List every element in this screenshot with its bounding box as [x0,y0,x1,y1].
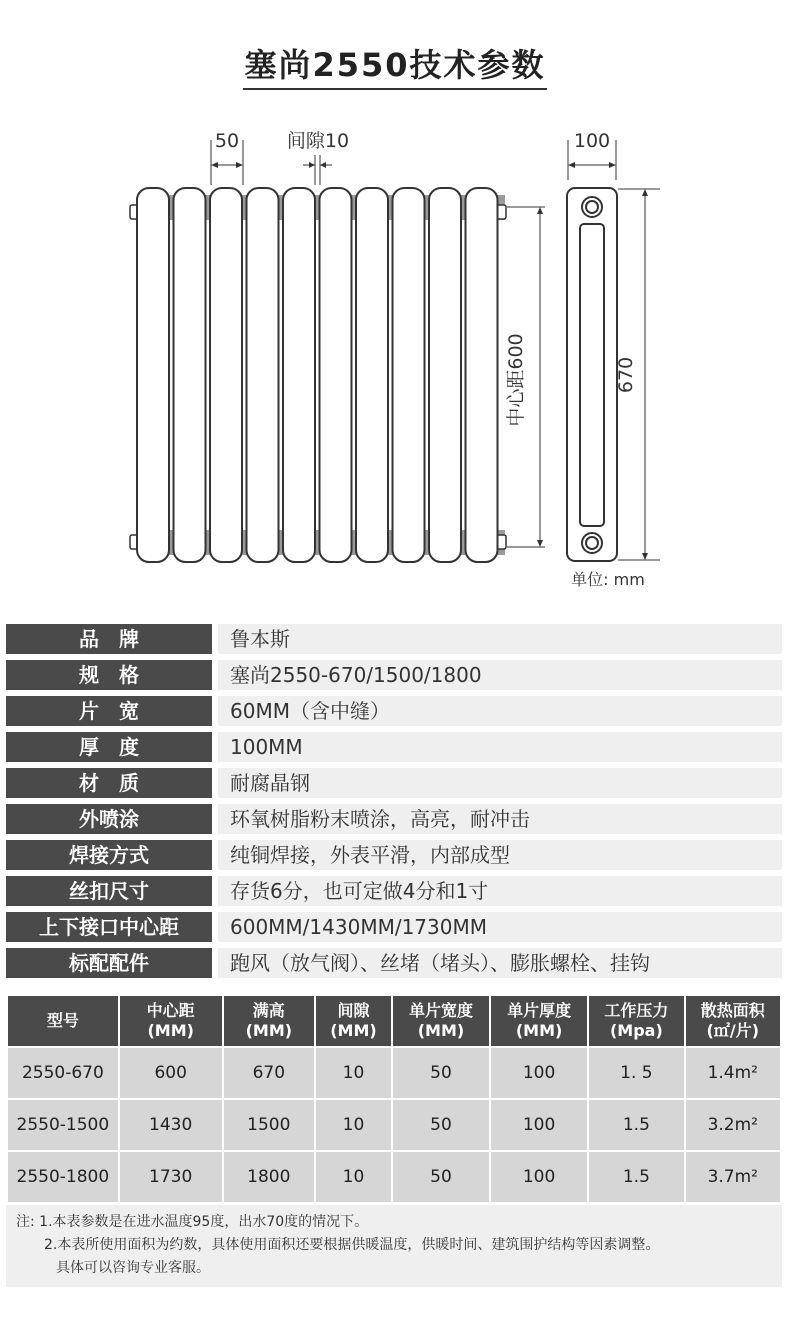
spec-value: 600MM/1430MM/1730MM [218,912,782,942]
radiator-section [137,188,169,562]
table-cell: 2550-670 [7,1047,119,1099]
spec-value: 纯铜焊接，外表平滑，内部成型 [218,840,782,870]
spec-value: 环氧树脂粉末喷涂，高亮，耐冲击 [218,804,782,834]
spec-row [6,624,782,654]
radiator-section [320,188,352,562]
radiator-section [210,188,242,562]
spec-table [6,994,782,1204]
table-cell: 10 [315,1151,392,1203]
header-line: 单片宽度 [408,1001,473,1020]
spec-value: 耐腐晶钢 [218,768,782,798]
spec-value: 鲁本斯 [218,624,782,654]
radiator-section [247,188,279,562]
spec-label: 片 宽 [6,696,212,726]
table-cell: 670 [223,1047,315,1099]
spec-value: 100MM [218,732,782,762]
spec-value: 跑风（放气阀）、丝堵（堵头）、膨胀螺栓、挂钩 [218,948,782,978]
header-line: 中心距 [146,1001,195,1020]
table-row [7,1151,781,1203]
table-cell: 2550-1800 [7,1151,119,1203]
table-header-cell [119,995,223,1047]
spec-row [6,948,782,978]
dimension-center [505,207,545,547]
table-header-cell [490,995,588,1047]
table-row [7,1047,781,1099]
note-line-3: 具体可以咨询专业客服。 [56,1260,210,1276]
dim-gap-label: 间隙10 [286,130,350,152]
table-cell: 50 [392,1151,490,1203]
radiator-section [174,188,206,562]
table-cell: 1.5 [588,1099,684,1151]
table-cell: 1500 [223,1099,315,1151]
header-line: 间隙 [337,1001,370,1020]
dim-depth-label: 100 [573,130,611,152]
spec-label: 标配配件 [6,948,212,978]
radiator-section [393,188,425,562]
table-cell: 1800 [223,1151,315,1203]
table-cell: 1. 5 [588,1047,684,1099]
spec-row [6,804,782,834]
radiator-section [466,188,498,562]
spec-value: 60MM（含中缝） [218,696,782,726]
spec-label: 焊接方式 [6,840,212,870]
header-unit: (MM) [245,1021,293,1040]
spec-row [6,660,782,690]
header-line: 工作压力 [604,1001,669,1020]
table-header-cell [223,995,315,1047]
table-cell: 50 [392,1099,490,1151]
header-unit: (Mpa) [609,1021,663,1040]
table-header-cell [392,995,490,1047]
spec-label: 规 格 [6,660,212,690]
table-cell: 600 [119,1047,223,1099]
table-cell: 1430 [119,1099,223,1151]
spec-label: 厚 度 [6,732,212,762]
dim-center-label: 中心距600 [505,333,527,427]
spec-label: 外喷涂 [6,804,212,834]
table-row [7,1099,781,1151]
spec-row [6,912,782,942]
notes-box [6,1205,782,1287]
radiator-section [283,188,315,562]
spec-label: 丝扣尺寸 [6,876,212,906]
table-header-cell [315,995,392,1047]
table-cell: 100 [490,1151,588,1203]
table-cell: 10 [315,1047,392,1099]
spec-row [6,840,782,870]
table-header-cell [7,995,119,1047]
radiator-section [429,188,461,562]
header-line: 满高 [252,1001,285,1020]
table-header-cell [685,995,781,1047]
table-cell: 100 [490,1099,588,1151]
spec-row [6,732,782,762]
spec-row [6,696,782,726]
header-line: 型号 [46,1011,79,1030]
note-line-1: 注: 1.本表参数是在进水温度95度，出水70度的情况下。 [16,1214,369,1230]
header-unit: (MM) [330,1021,377,1040]
spec-label: 上下接口中心距 [6,912,212,942]
table-cell: 1730 [119,1151,223,1203]
table-cell: 1.5 [588,1151,684,1203]
header-unit: (MM) [147,1021,194,1040]
dimension-gap [287,130,349,185]
header-line: 单片厚度 [507,1001,572,1020]
radiator-front-view [130,188,506,562]
spec-label: 品 牌 [6,624,212,654]
spec-value: 存货6分，也可定做4分和1寸 [218,876,782,906]
table-cell: 10 [315,1099,392,1151]
table-cell: 50 [392,1047,490,1099]
table-cell: 3.2m² [685,1099,781,1151]
table-header-cell [588,995,684,1047]
dim-width-label: 50 [214,130,240,152]
spec-label: 材 质 [6,768,212,798]
side-view [567,130,660,589]
spec-row [6,768,782,798]
table-cell: 1.4m² [685,1047,781,1099]
note-line-2: 2.本表所使用面积为约数，具体使用面积还要根据供暖温度，供暖时间、建筑围护结构等因素调整。 [44,1237,660,1253]
unit-label: 单位: mm [571,570,645,589]
page-title: 塞尚2550技术参数 [244,46,546,84]
dimension-width [211,130,243,185]
table-cell: 3.7m² [685,1151,781,1203]
header-line: 散热面积 [700,1001,765,1020]
header-unit: (MM) [417,1021,465,1040]
table-header-row [7,995,781,1047]
radiator-section [356,188,388,562]
radiator-diagram [0,110,790,600]
spec-row [6,876,782,906]
header-unit: (㎡/片) [706,1021,760,1040]
dim-height-label: 670 [615,356,637,394]
title-underline [243,88,547,90]
table-cell: 2550-1500 [7,1099,119,1151]
header-unit: (MM) [515,1021,563,1040]
spec-value: 塞尚2550-670/1500/1800 [218,660,782,690]
table-cell: 100 [490,1047,588,1099]
